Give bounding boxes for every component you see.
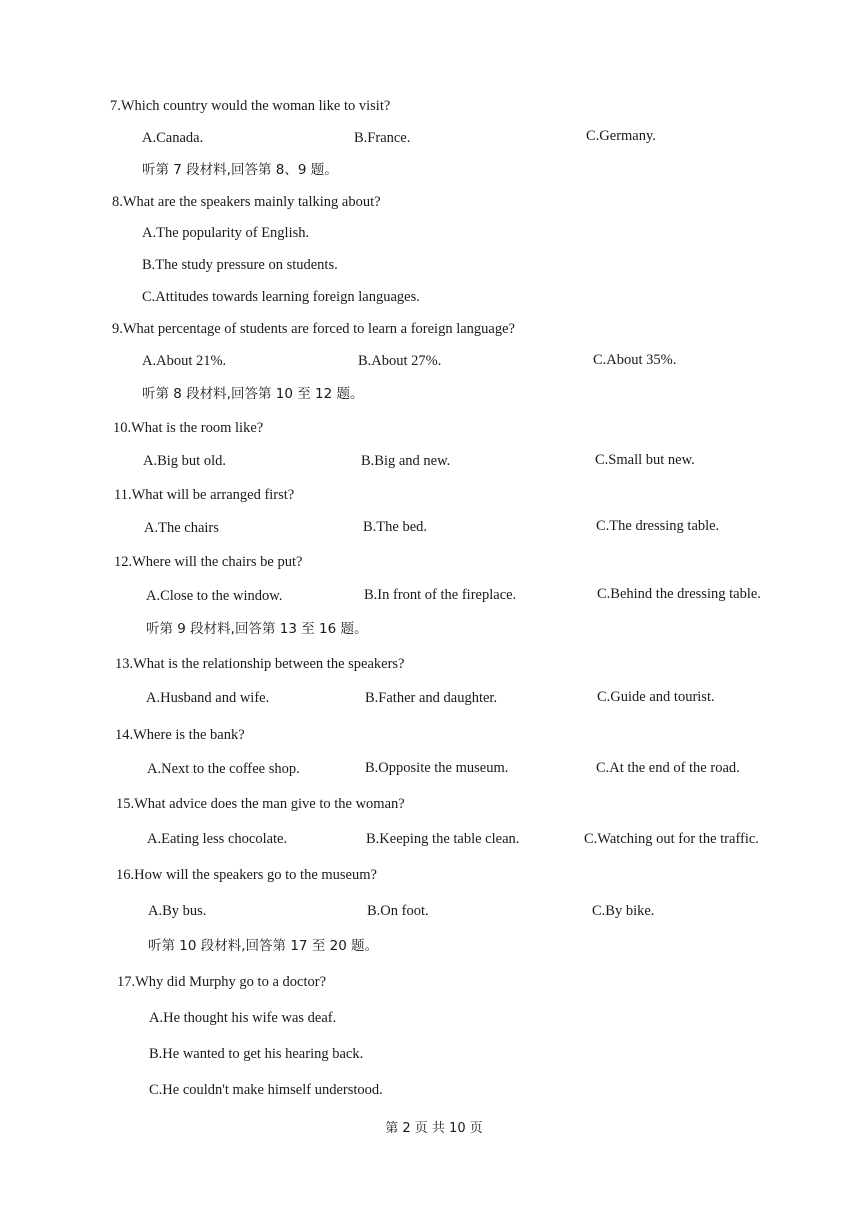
q17-option-c: C.He couldn't make himself understood. [149,1082,383,1098]
q16-option-a: A.By bus. [148,903,207,919]
q8-option-a: A.The popularity of English. [142,225,310,241]
question-11: 11.What will be arranged first? [114,487,295,503]
question-17: 17.Why did Murphy go to a doctor? [117,974,327,990]
question-13: 13.What is the relationship between the speakers? [115,656,405,672]
q17-option-a: A.He thought his wife was deaf. [149,1010,337,1026]
section-10-instruction: 听第 10 段材料,回答第 17 至 20 题。 [148,938,379,954]
q15-option-b: B.Keeping the table clean. [366,831,520,847]
q15-option-a: A.Eating less chocolate. [147,831,288,847]
q10-option-b: B.Big and new. [361,453,451,469]
question-15: 15.What advice does the man give to the woman? [116,796,405,812]
q16-option-c: C.By bike. [592,903,655,919]
q9-option-a: A.About 21%. [142,353,227,369]
q8-option-b: B.The study pressure on students. [142,257,338,273]
q10-option-c: C.Small but new. [595,452,695,468]
question-16: 16.How will the speakers go to the museum? [116,867,377,883]
q7-option-a: A.Canada. [142,130,204,146]
q10-option-a: A.Big but old. [143,453,226,469]
question-9: 9.What percentage of students are forced to learn a foreign language? [112,321,515,337]
q12-option-c: C.Behind the dressing table. [597,586,761,602]
page-number-footer: 第 2 页 共 10 页 [385,1121,483,1136]
q7-option-b: B.France. [354,130,411,146]
question-7: 7.Which country would the woman like to visit? [110,98,391,114]
q11-option-c: C.The dressing table. [596,518,720,534]
section-9-instruction: 听第 9 段材料,回答第 13 至 16 题。 [146,621,368,637]
section-8-instruction: 听第 8 段材料,回答第 10 至 12 题。 [142,386,364,402]
q11-option-a: A.The chairs [144,520,219,536]
question-10: 10.What is the room like? [113,420,264,436]
q14-option-a: A.Next to the coffee shop. [147,761,300,777]
q9-option-b: B.About 27%. [358,353,442,369]
section-7-instruction: 听第 7 段材料,回答第 8、9 题。 [142,162,338,178]
q13-option-a: A.Husband and wife. [146,690,270,706]
question-8: 8.What are the speakers mainly talking about? [112,194,381,210]
q14-option-c: C.At the end of the road. [596,760,740,776]
q14-option-b: B.Opposite the museum. [365,760,509,776]
q13-option-c: C.Guide and tourist. [597,689,715,705]
q8-option-c: C.Attitudes towards learning foreign languages. [142,289,420,305]
q15-option-c: C.Watching out for the traffic. [584,831,759,847]
q7-option-c: C.Germany. [586,128,656,144]
q12-option-b: B.In front of the fireplace. [364,587,517,603]
q16-option-b: B.On foot. [367,903,429,919]
question-12: 12.Where will the chairs be put? [114,554,303,570]
q12-option-a: A.Close to the window. [146,588,283,604]
q9-option-c: C.About 35%. [593,352,677,368]
question-14: 14.Where is the bank? [115,727,245,743]
q17-option-b: B.He wanted to get his hearing back. [149,1046,364,1062]
q11-option-b: B.The bed. [363,519,428,535]
q13-option-b: B.Father and daughter. [365,690,498,706]
